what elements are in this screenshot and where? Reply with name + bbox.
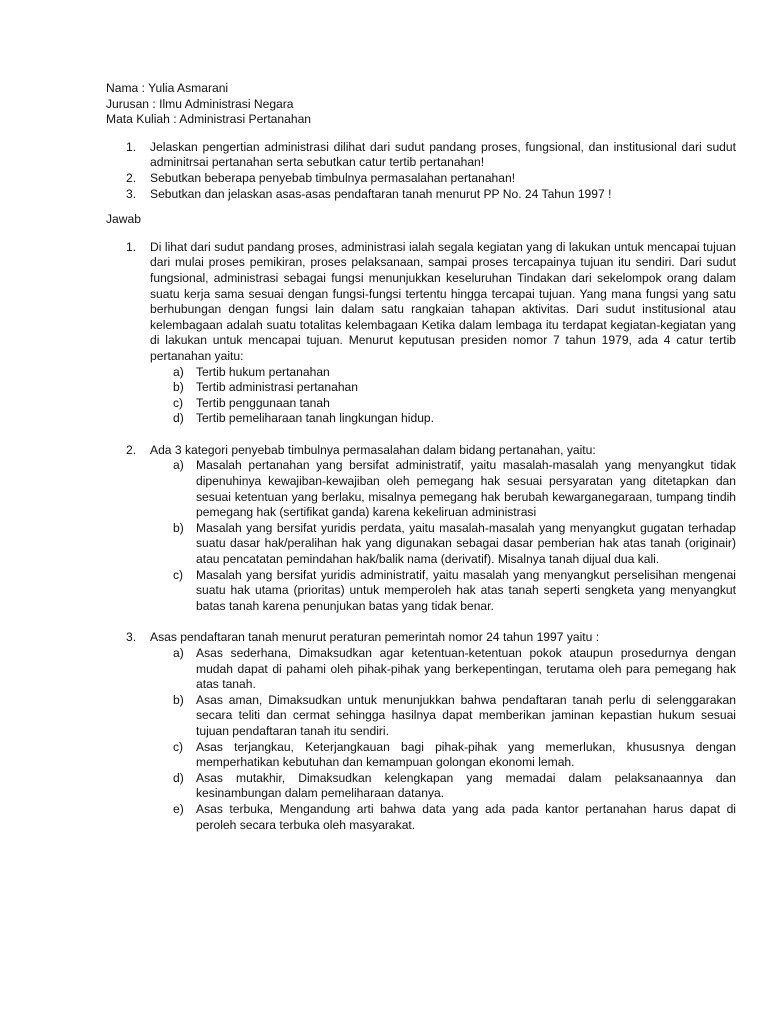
sub-item xyxy=(150,568,736,615)
question-number: 3. xyxy=(126,186,137,201)
sub-item-letter: c) xyxy=(173,739,184,754)
answer-item xyxy=(106,630,736,833)
sub-item xyxy=(150,771,736,802)
sub-item xyxy=(150,693,736,740)
sub-item-text: Tertib penggunaan tanah xyxy=(196,395,330,410)
answer-paragraph: Ada 3 kategori penyebab timbulnya permasalahan dalam bidang pertanahan, yaitu: xyxy=(150,442,596,457)
answer-number: 2. xyxy=(126,442,137,457)
sub-item-letter: b) xyxy=(173,380,184,395)
question-number: 2. xyxy=(126,170,137,185)
student-major: Jurusan : Ilmu Administrasi Negara xyxy=(106,96,294,111)
answer-body xyxy=(150,443,736,615)
sub-item xyxy=(150,396,736,412)
sub-item-letter: b) xyxy=(173,520,184,535)
question-list xyxy=(106,140,736,202)
sub-item-text: Asas mutakhir, Dimaksudkan kelengkapan yang memadai dalam pelaksanaannya dan kesinambungan dalam pemeliharaan datanya. xyxy=(196,770,736,801)
sub-item-letter: d) xyxy=(173,411,184,426)
question-item xyxy=(106,171,736,187)
answer-paragraph: Di lihat dari sudut pandang proses, administrasi ialah segala kegiatan yang di lakukan untuk mencapai tujuan dari mulai proses pemikiran, proses pelaksanaan, sampai proses tercapainya tujuan itu sendiri. Dari sudut fungsional, administrasi sebagai fungsi menunjukkan keseluruhan Tindakan dari sekelompok orang dalam suatu kerja sama sesuai dengan fungsi-fungsi tertentu hingga tercapai tujuan. Yang mana fungsi yang satu berhubungan dengan fungsi lain dalam satu rangkaian tahapan aktivitas. Dari sudut institusional atau kelembagaan adalah suatu totalitas kelembagaan Ketika dalam lembaga itu terdapat kegiatan-kegiatan yang di lakukan untuk mencapai tujuan. Menurut keputusan presiden nomor 7 tahun 1979, ada 4 catur tertib pertanahan yaitu: xyxy=(150,239,736,363)
question-item xyxy=(106,187,736,203)
answer-heading: Jawab xyxy=(106,212,141,227)
sub-item xyxy=(150,740,736,771)
question-text: Jelaskan pengertian administrasi dilihat dari sudut pandang proses, fungsional, dan institusional dari sudut adminitrsai pertanahan serta sebutkan catur tertib pertanahan! xyxy=(150,139,736,170)
answer-number: 3. xyxy=(126,630,137,645)
sub-item-letter: c) xyxy=(173,395,184,410)
sub-item-text: Tertib pemeliharaan tanah lingkungan hidup. xyxy=(196,411,435,426)
answer-paragraph: Asas pendaftaran tanah menurut peraturan pemerintah nomor 24 tahun 1997 yaitu : xyxy=(150,630,600,645)
answer-number: 1. xyxy=(126,239,137,254)
student-header xyxy=(106,81,736,128)
question-number: 1. xyxy=(126,139,137,154)
answer-body xyxy=(150,240,736,427)
question-text: Sebutkan dan jelaskan asas-asas pendaftaran tanah menurut PP No. 24 Tahun 1997 ! xyxy=(150,186,612,201)
sub-item xyxy=(150,458,736,520)
sub-item-text: Asas sederhana, Dimaksudkan agar ketentuan-ketentuan pokok ataupun prosedurnya dengan mudah dapat di pahami oleh pihak-pihak yang berkepentingan, terutama oleh para pemegang hak atas tanah. xyxy=(196,646,736,692)
sub-item xyxy=(150,802,736,833)
document-page xyxy=(106,81,736,833)
spacer xyxy=(106,614,736,630)
answer-item xyxy=(106,240,736,427)
sub-item xyxy=(150,521,736,568)
sub-item xyxy=(150,411,736,427)
sub-item-text: Masalah pertanahan yang bersifat administratif, yaitu masalah-masalah yang menyangkut tidak dipenuhinya kewajiban-kewajiban oleh pemegang hak sesuai persyaratan yang ditetapkan dan sesuai ketentuan yang berlaku, misalnya pemegang hak berubah kewarganegaraan, tumpang tindih pemegang hak (sertifikat ganda) karena kekeliruan administrasi xyxy=(196,458,736,520)
sub-item xyxy=(150,380,736,396)
sub-item-letter: e) xyxy=(173,801,184,816)
sub-item xyxy=(150,646,736,693)
sub-item-text: Tertib administrasi pertanahan xyxy=(196,380,359,395)
sub-item-letter: d) xyxy=(173,770,184,785)
student-name: Nama : Yulia Asmarani xyxy=(106,81,229,95)
sub-item-text: Masalah yang bersifat yuridis perdata, yaitu masalah-masalah yang menyangkut gugatan terhadap suatu dasar hak/peralihan hak yang digunakan sebagai dasar pemberian hak atas tanah (originair) atau pencatatan pemindahan hak/balik nama (derivatif). Misalnya tanah dijual dua kali. xyxy=(196,520,736,567)
sub-item-letter: a) xyxy=(173,458,184,473)
question-text: Sebutkan beberapa penyebab timbulnya permasalahan pertanahan! xyxy=(150,170,516,185)
spacer xyxy=(106,427,736,443)
sub-item-text: Tertib hukum pertanahan xyxy=(196,364,330,379)
answer-body xyxy=(150,630,736,833)
sub-item-text: Asas aman, Dimaksudkan untuk menunjukkan bahwa pendaftaran tanah perlu di selenggarakan secara teliti dan cermat sehingga hasilnya dapat memberikan jaminan kepastian hukum sesuai tujuan pendaftaran tanah itu sendiri. xyxy=(196,692,736,738)
question-item xyxy=(106,140,736,171)
sub-item-text: Masalah yang bersifat yuridis administratif, yaitu masalah yang menyangkut perselisihan mengenai suatu hak utama (prioritas) untuk memperoleh hak atas tanah seperti sengketa yang menyangkut batas tanah karena penunjukan batas yang tidak benar. xyxy=(196,567,736,613)
sub-item-letter: c) xyxy=(173,567,184,582)
sub-item xyxy=(150,365,736,381)
course-name: Mata Kuliah : Administrasi Pertanahan xyxy=(106,112,312,127)
sub-item-letter: a) xyxy=(173,646,184,660)
sub-item-letter: a) xyxy=(173,364,184,379)
sub-item-text: Asas terbuka, Mengandung arti bahwa data yang ada pada kantor pertanahan harus dapat di peroleh secara terbuka oleh masyarakat. xyxy=(196,801,736,832)
answer-item xyxy=(106,443,736,615)
sub-item-text: Asas terjangkau, Keterjangkauan bagi pihak-pihak yang memerlukan, khususnya dengan memperhatikan kebutuhan dan kemampuan golongan ekonomi lemah. xyxy=(196,739,736,770)
sub-item-letter: b) xyxy=(173,692,184,707)
